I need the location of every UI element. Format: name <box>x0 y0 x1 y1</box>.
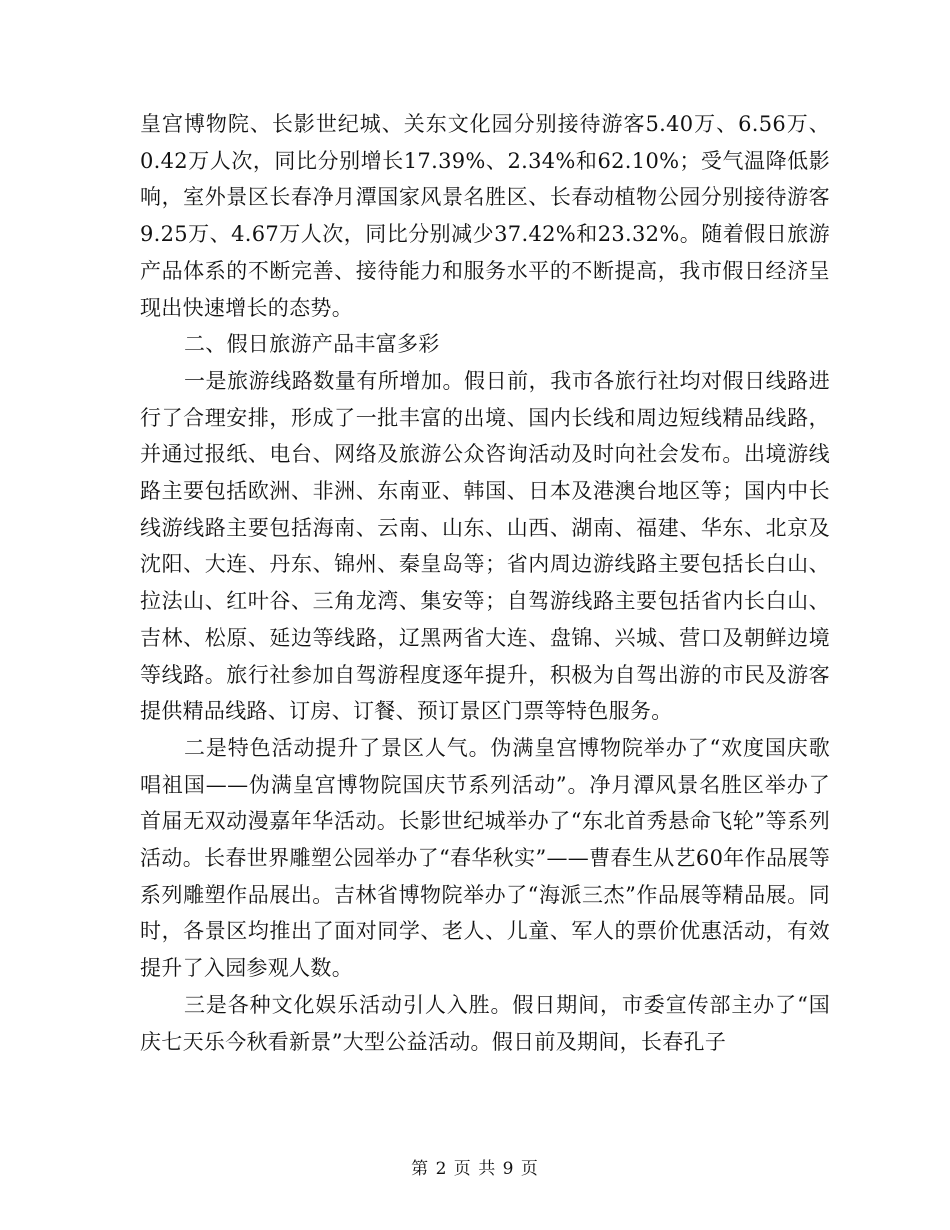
paragraph-visitor-statistics: 皇宫博物院、长影世纪城、关东文化园分别接待游客5.40万、6.56万、0.42万人次，同比分别增长17.39%、2.34%和62.10%；受气温降低影响，室外景区长春净月潭国家风景名胜区、长春动植物公园分别接待游客9.25万、4.67万人次，同比分别减少37.42%和23.32%。随着假日旅游产品体系的不断完善、接待能力和服务水平的不断提高，我市假日经济呈现出快速增长的态势。 <box>140 112 830 320</box>
paragraph-travel-routes: 一是旅游线路数量有所增加。假日前，我市各旅行社均对假日线路进行了合理安排，形成了一批丰富的出境、国内长线和周边短线精品线路，并通过报纸、电台、网络及旅游公众咨询活动及时向社会发布。出境游线路主要包括欧洲、非洲、东南亚、韩国、日本及港澳台地区等；国内中长线游线路主要包括海南、云南、山东、山西、湖南、福建、华东、北京及沈阳、大连、丹东、锦州、秦皇岛等；省内周边游线路主要包括长白山、拉法山、红叶谷、三角龙湾、集安等；自驾游线路主要包括省内长白山、吉林、松原、延边等线路，辽黑两省大连、盘锦、兴城、营口及朝鲜边境等线路。旅行社参加自驾游程度逐年提升，积极为自驾出游的市民及游客提供精品线路、订房、订餐、预订景区门票等特色服务。 <box>140 368 830 724</box>
section-heading-holiday-products: 二、假日旅游产品丰富多彩 <box>184 332 440 357</box>
document-body <box>140 106 830 1060</box>
paragraph-cultural-entertainment: 三是各种文化娱乐活动引人入胜。假日期间，市委宣传部主办了“国庆七天乐今秋看新景”大型公益活动。假日前及期间，长春孔子 <box>140 992 830 1054</box>
paragraph-special-activities: 二是特色活动提升了景区人气。伪满皇宫博物院举办了“欢度国庆歌唱祖国——伪满皇宫博物院国庆节系列活动”。净月潭风景名胜区举办了首届无双动漫嘉年华活动。长影世纪城举办了“东北首秀悬命飞轮”等系列活动。长春世界雕塑公园举办了“春华秋实”——曹春生从艺60年作品展等系列雕塑作品展出。吉林省博物院举办了“海派三杰”作品展等精品展。同时，各景区均推出了面对同学、老人、儿童、军人的票价优惠活动，有效提升了入园参观人数。 <box>140 735 830 981</box>
page-number-footer: 第 2 页 共 9 页 <box>411 1159 539 1179</box>
